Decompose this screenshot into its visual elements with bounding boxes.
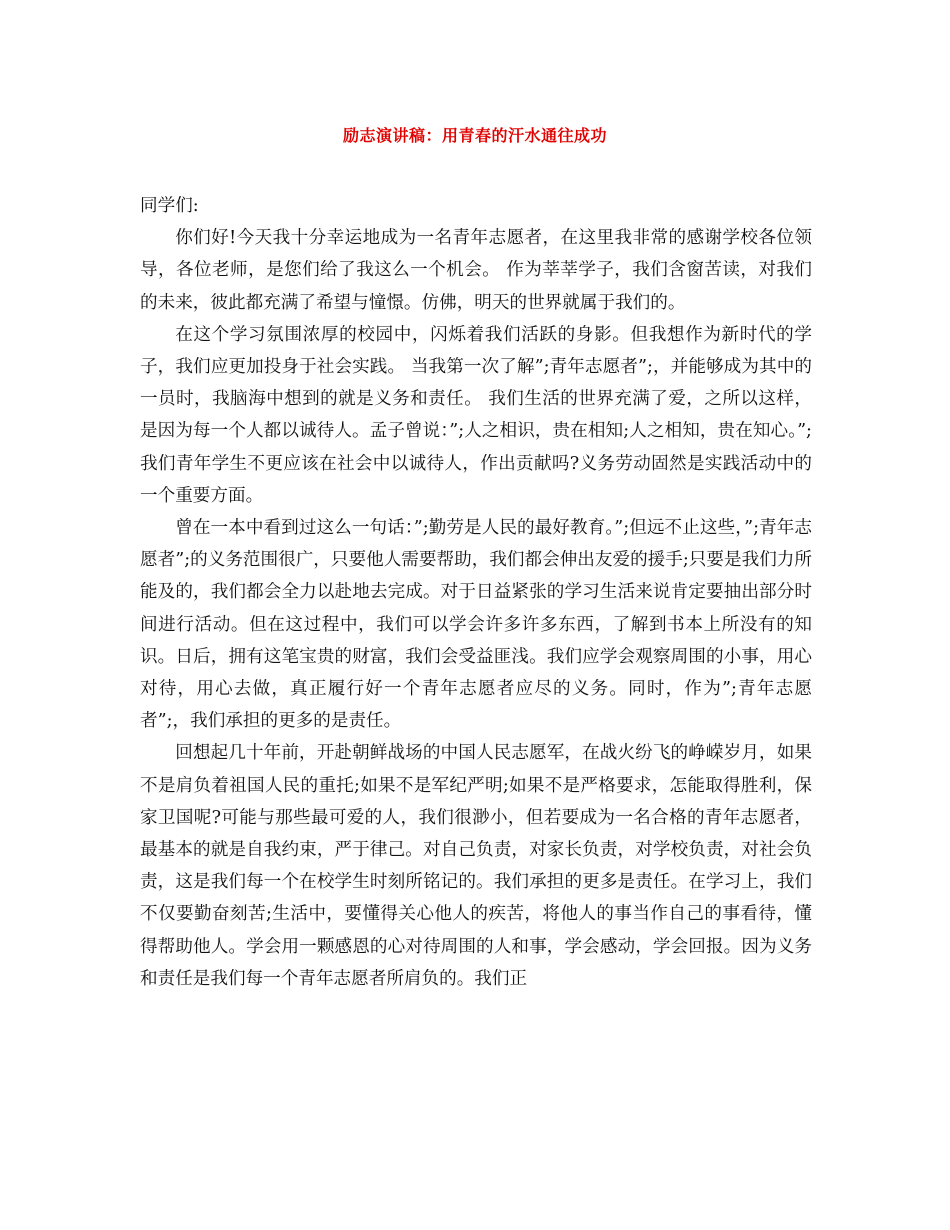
salutation: 同学们:	[140, 196, 199, 216]
paragraph-4: 回想起几十年前，开赴朝鲜战场的中国人民志愿军，在战火纷飞的峥嵘岁月，如果不是肩负着祖国人民的重托;如果不是军纪严明;如果不是严格要求，怎能取得胜利，保家卫国呢?可能与那些最可爱的人，我们很渺小，但若要成为一名合格的青年志愿者，最基本的就是自我约束，严于律己。对自己负责，对家长负责，对学校负责，对社会负责，这是我们每一个在校学生时刻所铭记的。我们承担的更多是责任。在学习上，我们不仅要勤奋刻苦;生活中，要懂得关心他人的疾苦，将他人的事当作自己的事看待，懂得帮助他人。学会用一颗感恩的心对待周围的人和事，学会感动，学会回报。因为义务和责任是我们每一个青年志愿者所肩负的。我们正	[140, 743, 812, 989]
paragraph-1: 你们好!今天我十分幸运地成为一名青年志愿者，在这里我非常的感谢学校各位领导，各位老师，是您们给了我这么一个机会。 作为莘莘学子，我们含窗苦读，对我们的未来，彼此都充满了希望与憧憬。仿佛，明天的世界就属于我们的。	[140, 228, 812, 313]
paragraph-2: 在这个学习氛围浓厚的校园中，闪烁着我们活跃的身影。但我想作为新时代的学子，我们应更加投身于社会实践。 当我第一次了解”;青年志愿者”;，并能够成为其中的一员时，我脑海中想到的就是义务和责任。 我们生活的世界充满了爱，之所以这样，是因为每一个人都以诚待人。孟子曾说：”;人之相识，贵在相知;人之相知，贵在知心。”;我们青年学生不更应该在社会中以诚待人，作出贡献吗?义务劳动固然是实践活动中的一个重要方面。	[140, 324, 812, 506]
page-title: 励志演讲稿：用青春的汗水通往成功	[342, 126, 607, 145]
paragraph-3: 曾在一本中看到过这么一句话：”;勤劳是人民的最好教育。”;但远不止这些，”;青年志愿者”;的义务范围很广，只要他人需要帮助，我们都会伸出友爱的援手;只要是我们力所能及的，我们都会全力以赴地去完成。对于日益紧张的学习生活来说肯定要抽出部分时间进行活动。但在这过程中，我们可以学会许多许多东西，了解到书本上所没有的知识。日后，拥有这笔宝贵的财富，我们会受益匪浅。我们应学会观察周围的小事，用心对待，用心去做，真正履行好一个青年志愿者应尽的义务。同时，作为”;青年志愿者”;，我们承担的更多的是责任。	[140, 518, 812, 732]
document-body	[140, 190, 812, 995]
